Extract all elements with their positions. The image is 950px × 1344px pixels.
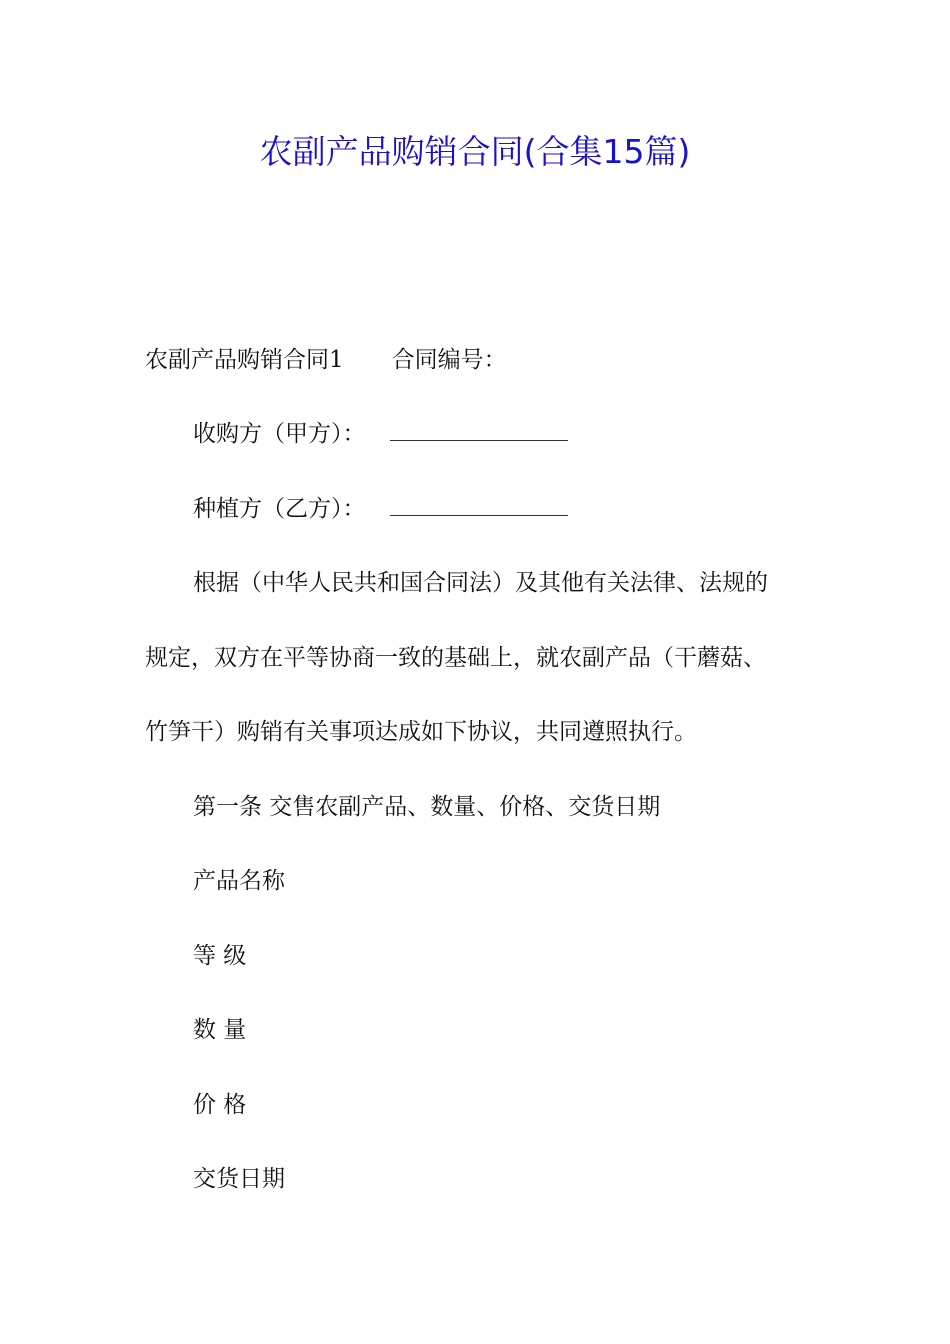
grower-party-blank	[390, 497, 568, 516]
preamble-line: 竹笋干）购销有关事项达成如下协议，共同遵照执行。	[145, 719, 697, 745]
buyer-party-line	[193, 418, 568, 450]
buyer-party-blank	[390, 422, 568, 441]
contract-number-label: 合同编号：	[391, 347, 507, 373]
contract-name: 农副产品购销合同1	[145, 347, 344, 373]
preamble-line: 根据（中华人民共和国合同法）及其他有关法律、法规的	[193, 570, 768, 596]
field-price: 价 格	[193, 1092, 247, 1118]
field-quantity: 数 量	[193, 1017, 247, 1043]
buyer-party-label: 收购方（甲方）：	[193, 421, 366, 447]
field-product-name: 产品名称	[193, 868, 285, 894]
grower-party-line	[193, 493, 568, 525]
field-delivery-date: 交货日期	[193, 1166, 285, 1192]
article-1-heading: 第一条 交售农副产品、数量、价格、交货日期	[193, 794, 661, 820]
document-title: 农副产品购销合同(合集15篇)	[259, 132, 691, 171]
grower-party-label: 种植方（乙方）：	[193, 496, 366, 522]
field-grade: 等 级	[193, 943, 247, 969]
contract-header-line	[145, 344, 507, 376]
preamble-line: 规定，双方在平等协商一致的基础上，就农副产品（干蘑菇、	[145, 645, 766, 671]
